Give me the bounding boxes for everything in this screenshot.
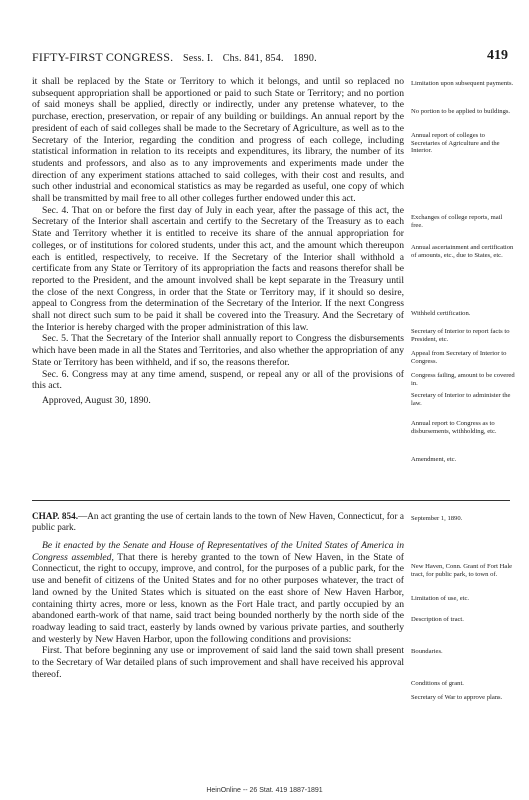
margin-note: No portion to be applied to buildings. (411, 108, 511, 115)
paragraph-continuation: it shall be replaced by the State or Territory to which it belongs, and until so replaced no subsequent appropriation shall be apportioned or paid to such State or Territory; and no portion of said moneys shall be applied, directly or indirectly, under any pretense whatever, to the purchase, erection, preservation, or repair of any building or buildings. An annual report by the president of each of said colleges shall be made to the Secretary of Agriculture, as well as to the Secretary of the Interior, regarding the condition and progress of each college, including statistical information in relation to its receipts and expenditures, its library, the number of its students and professors, and also as to any improvements and experiments made under the direction of any experiment stations attached to said colleges, with their cost and results, and such other industrial and economical statistics as may be regarded as useful, one copy of which shall be transmitted by mail free to all other colleges further endowed under this act. (32, 76, 404, 205)
margin-note: Secretary of War to approve plans. (411, 694, 503, 701)
main-text (32, 76, 404, 407)
margin-note: Amendment, etc. (411, 456, 457, 463)
margin-note: Secretary of Interior to report facts to President, etc. (411, 328, 510, 343)
section-5: Sec. 5. That the Secretary of the Interior shall annually report to Congress the disbursements which have been made in all the States and Territories, and also whether the appropriation of any State or Territory has been withheld, and if so, the reasons therefor. (32, 333, 404, 368)
act-paragraph-1 (32, 540, 404, 645)
section-4: Sec. 4. That on or before the first day of July in each year, after the passage of this act, the Secretary of the Interior shall ascertain and certify to the Secretary of the Treasury as to each State and Territory whether it is entitled to receive its share of the annual appropriation for colleges, or of institutions for colored students, under this act, and the amount which thereupon each is entitled, respectively, to receive. If the Secretary of the Interior shall withhold a certificate from any State or Territory of its appropriation the facts and reasons therefor shall be reported to the President, and the amount involved shall be kept separate in the Treasury until the close of the next Congress, in order that the State or Territory may, if it should so desire, appeal to Congress from the determination of the Secretary of the Interior. If the next Congress shall not direct such sum to be paid it shall be covered into the Treasury. And the Secretary of the Interior is hereby charged with the proper administration of this law. (32, 204, 404, 333)
margin-note: September 1, 1890. (411, 515, 463, 522)
page-footer: HeinOnline -- 26 Stat. 419 1887-1891 (206, 787, 323, 794)
margin-note: Exchanges of college reports, mail free. (411, 214, 503, 229)
chapter-title: —An act granting the use of certain lands to the town of New Haven, Connecticut, for a public park. (32, 511, 404, 532)
margin-note: Secretary of Interior to administer the law. (411, 392, 511, 407)
grant-text: That there is hereby granted to the town of New Haven, in the State of Connecticut, the right to occupy, improve, and control, for the purposes of a public park, for the use and benefit of citizens of the United States and for no other purposes whatever, the tract of land owned by the United States which is situated on the east shore of New Haven Harbor, containing thirty acres, more or less, known as the Fort Hale tract, and partly occupied by an abandoned earth-work of that name, said tract being bounded northerly by the north side of the roadway leading to said tract, easterly by lands owned by various private parties, and southerly and westerly by New Haven Harbor, upon the following conditions and provisions: (32, 551, 404, 645)
margin-note: New Haven, Conn. Grant of Fort Hale tract, for public park, to town of. (411, 563, 513, 578)
page-number: 419 (487, 48, 508, 63)
margin-note: Boundaries. (411, 648, 443, 655)
margin-note: Limitation of use, etc. (411, 595, 470, 602)
page-header (32, 50, 508, 64)
congress-title: FIFTY-FIRST CONGRESS. (32, 50, 174, 64)
act-paragraph-2: First. That before beginning any use or improvement of said land the said town shall present to the Secretary of War detailed plans of such improvement and shall have received his approval thereof. (32, 645, 404, 680)
margin-note: Withheld certification. (411, 310, 471, 317)
enacting-clause: Be it enacted by the Senate and House of Representatives of the United States of America in Congress assembled, (32, 540, 404, 563)
running-head (32, 50, 317, 65)
margin-note: Annual ascertainment and certification of amounts, etc., due to States, etc. (411, 244, 514, 259)
approved-date: Approved, August 30, 1890. (42, 394, 151, 406)
chapter-heading (32, 511, 404, 533)
margin-note: Congress failing, amount to be covered in. (411, 372, 515, 387)
act-text (32, 540, 404, 680)
margin-note: Appeal from Secretary of Interior to Congress. (411, 350, 507, 365)
margin-note: Conditions of grant. (411, 680, 464, 687)
section-6: Sec. 6. Congress may at any time amend, suspend, or repeal any or all of the provisions of this act. (32, 368, 404, 392)
margin-note: Annual report to Congress as to disbursements, withholding, etc. (411, 420, 497, 435)
margin-note: Limitation upon subsequent payments. (411, 80, 514, 87)
margin-note: Description of tract. (411, 616, 464, 623)
chapter-number: CHAP. 854. (32, 511, 79, 521)
margin-note: Annual report of colleges to Secretaries of Agriculture and the Interior. (411, 132, 500, 155)
chapters: Chs. 841, 854. (222, 53, 284, 64)
year: 1890. (293, 53, 317, 64)
session: Sess. I. (182, 53, 214, 64)
section-divider (32, 500, 510, 501)
